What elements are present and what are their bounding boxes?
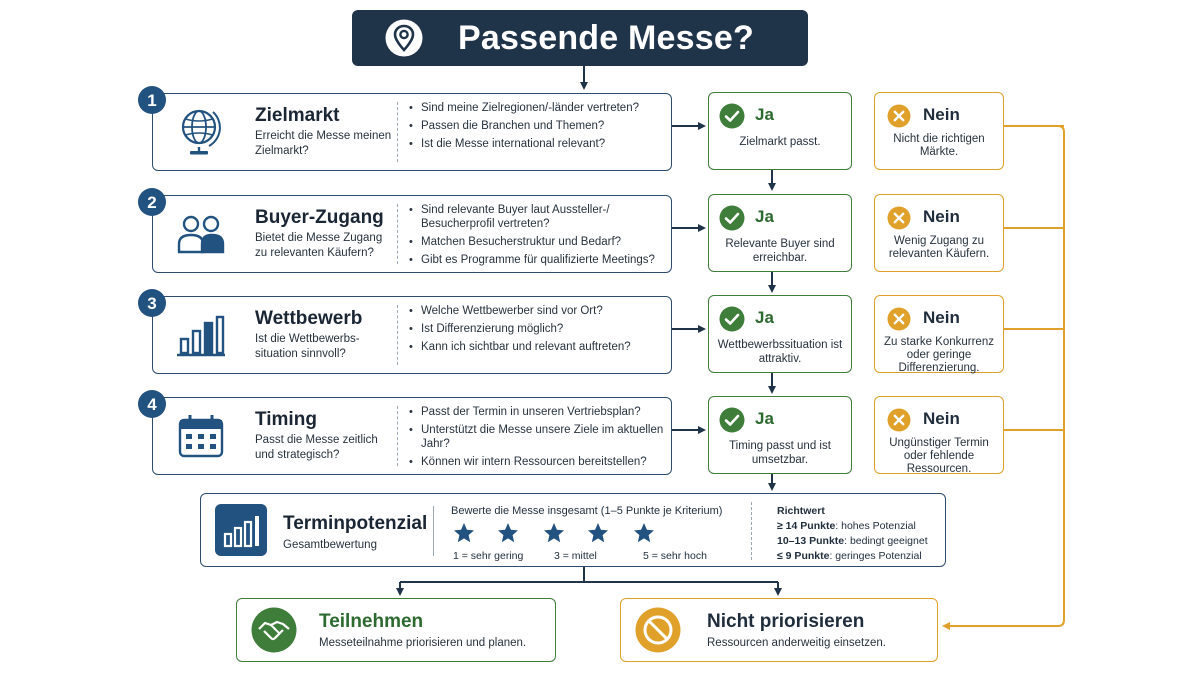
step-number-badge: 4 [138, 390, 166, 418]
criterion-subtitle: Passt die Messe zeitlich und strategisch? [255, 434, 378, 461]
no-card [874, 396, 1004, 474]
no-label: Nein [923, 105, 960, 124]
outcome-nicht-priorisieren [620, 598, 938, 662]
yes-card [708, 295, 852, 373]
richtwert-value: : hohes Potenzial [835, 520, 916, 532]
divider [751, 502, 752, 560]
richtwert-key: 10–13 Punkte [777, 535, 845, 547]
prohibited-icon [635, 607, 681, 653]
chart-badge-icon [215, 504, 267, 556]
x-circle-icon [887, 206, 911, 230]
criterion-title: Buyer-Zugang [255, 207, 384, 228]
question-item: • Kann ich sichtbar und relevant auftreten? [409, 340, 667, 354]
question-item: • Passt der Termin in unseren Vertriebsplan? [409, 405, 667, 419]
richtwert-value: : geringes Potenzial [829, 550, 922, 562]
star-icon [587, 522, 609, 544]
x-circle-icon [887, 408, 911, 432]
question-item: • Welche Wettbewerber sind vor Ort? [409, 304, 667, 318]
richtwert-value: : bedingt geeignet [844, 535, 928, 547]
title-banner [352, 10, 808, 66]
check-circle-icon [719, 407, 745, 433]
question-item: • Können wir intern Ressourcen bereitstellen? [409, 455, 667, 469]
richtwert-key: ≥ 14 Punkte [777, 520, 836, 532]
question-item: • Sind relevante Buyer laut Aussteller-/ Besucherprofil vertreten? [409, 203, 667, 231]
terminpotenzial-card [200, 493, 946, 567]
question-item: • Unterstützt die Messe unsere Ziele im aktuellen Jahr? [409, 423, 667, 451]
people-icon [175, 208, 227, 260]
star-icon [633, 522, 655, 544]
criterion-title: Timing [255, 409, 317, 430]
yes-label: Ja [755, 308, 774, 327]
check-circle-icon [719, 306, 745, 332]
no-label: Nein [923, 409, 960, 428]
rating-instruction: Bewerte die Messe insgesamt (1–5 Punkte je Kriterium) [451, 505, 723, 517]
divider [397, 204, 398, 264]
check-circle-icon [719, 205, 745, 231]
criterion-card-timing [152, 397, 672, 475]
check-circle-icon [719, 103, 745, 129]
divider [397, 102, 398, 162]
no-label: Nein [923, 308, 960, 327]
criterion-subtitle: Erreicht die Messe meinen Zielmarkt? [255, 130, 392, 157]
divider [397, 406, 398, 466]
question-list [409, 304, 667, 358]
no-card [874, 92, 1004, 170]
step-number-badge: 2 [138, 188, 166, 216]
outcome-title: Nicht priorisieren [707, 611, 865, 632]
scale-label: 5 = sehr hoch [643, 550, 707, 562]
divider [433, 506, 434, 556]
star-icon [543, 522, 565, 544]
richtwert-key: ≤ 9 Punkte [777, 550, 830, 562]
bar-chart-icon [175, 309, 227, 361]
x-circle-icon [887, 307, 911, 331]
outcome-teilnehmen [236, 598, 556, 662]
yes-text: Relevante Buyer sind erreichbar. [725, 238, 835, 264]
divider [397, 305, 398, 365]
globe-icon [175, 106, 227, 158]
scale-label: 3 = mittel [554, 550, 597, 562]
richtwert-line [777, 535, 928, 547]
richtwert-line [777, 520, 916, 532]
yes-label: Ja [755, 207, 774, 226]
question-item: • Ist Differenzierung möglich? [409, 322, 667, 336]
criterion-card-buyer-zugang [152, 195, 672, 273]
yes-text: Timing passt und ist umsetzbar. [729, 440, 831, 466]
criterion-card-wettbewerb [152, 296, 672, 374]
scale-label: 1 = sehr gering [453, 550, 524, 562]
no-text: Zu starke Konkurrenz oder geringe Differenzierung. [884, 336, 994, 374]
page-title: Passende Messe? [458, 19, 754, 57]
yes-label: Ja [755, 409, 774, 428]
richtwert-line [777, 550, 922, 562]
criterion-card-zielmarkt [152, 93, 672, 171]
yes-card [708, 194, 852, 272]
star-icon [453, 522, 475, 544]
yes-card [708, 396, 852, 474]
step-number-badge: 1 [138, 86, 166, 114]
no-text: Ungünstiger Termin oder fehlende Ressourcen. [889, 437, 989, 475]
yes-label: Ja [755, 105, 774, 124]
question-item: • Matchen Besucherstruktur und Bedarf? [409, 235, 667, 249]
calendar-icon [175, 410, 227, 462]
question-list [409, 101, 667, 155]
no-card [874, 295, 1004, 373]
location-pin-icon [384, 18, 424, 58]
question-item: • Passen die Branchen und Themen? [409, 119, 667, 133]
step-number-badge: 3 [138, 289, 166, 317]
question-list [409, 203, 667, 271]
star-icon [497, 522, 519, 544]
terminpotenzial-title: Terminpotenzial [283, 513, 428, 534]
criterion-title: Zielmarkt [255, 105, 340, 126]
yes-card [708, 92, 852, 170]
richtwert-title: Richtwert [777, 505, 825, 517]
question-item: • Sind meine Zielregionen/-länder vertreten? [409, 101, 667, 115]
outcome-text: Messeteilnahme priorisieren und planen. [319, 637, 527, 649]
criterion-subtitle: Bietet die Messe Zugang zu relevanten Käufern? [255, 232, 383, 259]
criterion-title: Wettbewerb [255, 308, 363, 329]
no-text: Wenig Zugang zu relevanten Käufern. [888, 235, 990, 260]
question-item: • Gibt es Programme für qualifizierte Meetings? [409, 253, 667, 267]
outcome-text: Ressourcen anderweitig einsetzen. [707, 637, 886, 649]
x-circle-icon [887, 104, 911, 128]
no-label: Nein [923, 207, 960, 226]
no-card [874, 194, 1004, 272]
no-text: Nicht die richtigen Märkte. [893, 133, 985, 158]
criterion-subtitle: Ist die Wettbewerbs-situation sinnvoll? [255, 333, 360, 360]
terminpotenzial-subtitle: Gesamtbewertung [283, 539, 377, 551]
yes-text: Wettbewerbssituation ist attraktiv. [717, 339, 843, 365]
outcome-title: Teilnehmen [319, 611, 424, 632]
handshake-icon [251, 607, 297, 653]
question-list [409, 405, 667, 473]
yes-text: Zielmarkt passt. [739, 136, 821, 148]
question-item: • Ist die Messe international relevant? [409, 137, 667, 151]
